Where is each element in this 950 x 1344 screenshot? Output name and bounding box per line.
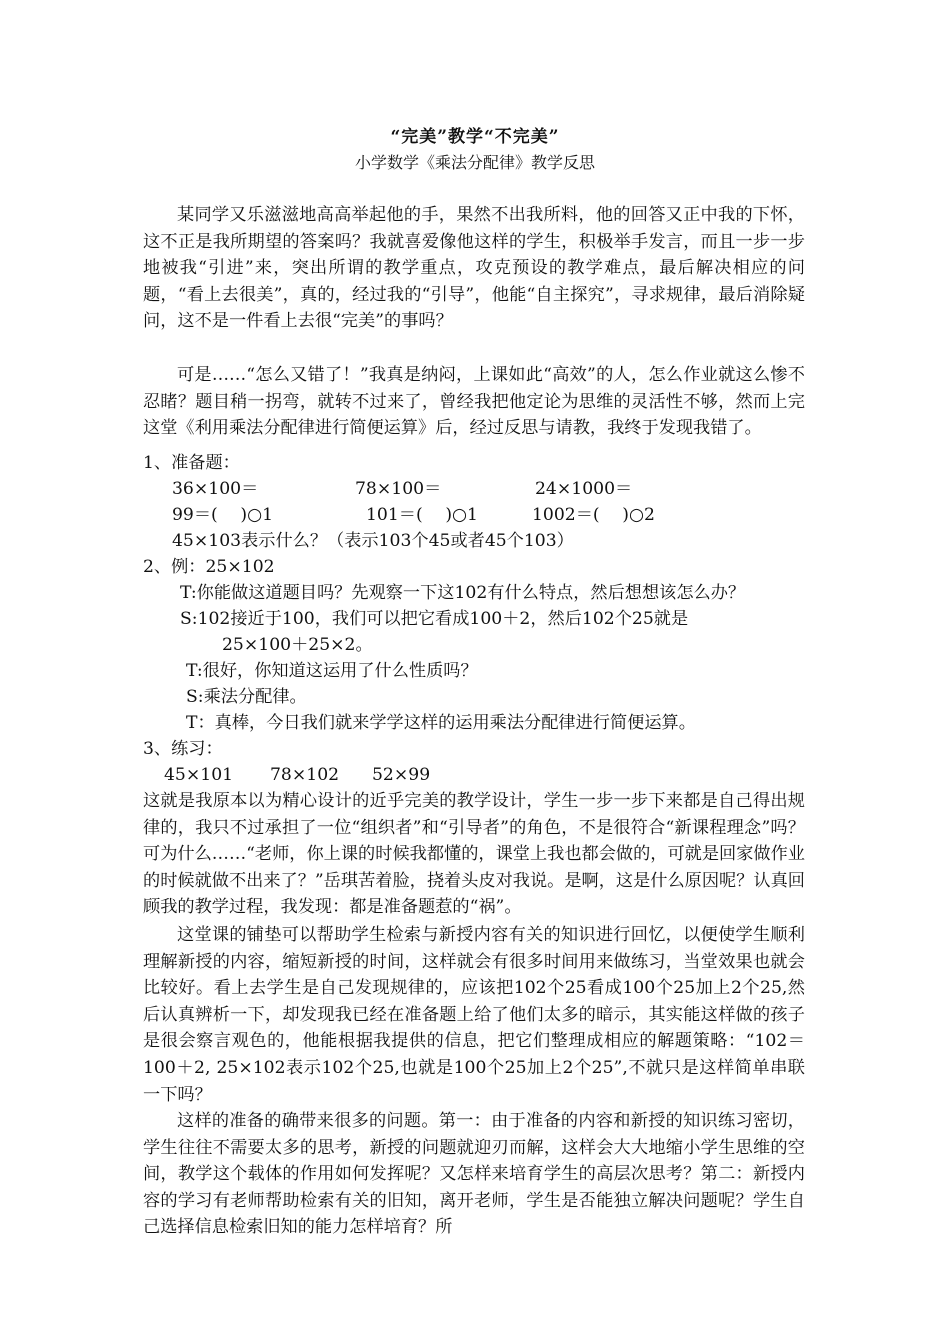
- document-subtitle: 小学数学《乘法分配律》教学反思: [354, 153, 595, 172]
- dialogue-teacher-3: T：真棒，今日我们就来学学这样的运用乘法分配律进行简便运算。: [186, 713, 696, 733]
- paragraph-2: 可是……“怎么又错了！”我真是纳闷，上课如此“高效”的人，怎么作业就这么惨不忍睹？题目稍一拐弯，就转不过来了，曾经我把他定论为思维的灵活性不够，然而上完这堂《利用乘法分配律进行简便运算》后，经过反思与请教，我终于发现我错了。: [143, 365, 805, 439]
- dialogue-teacher-1: T:你能做这道题目吗？先观察一下这102有什么特点，然后想想该怎么办？: [180, 583, 746, 603]
- section-heading-example: 2、例：25×102: [143, 557, 275, 577]
- prep-question-1a: 36×100＝: [172, 479, 259, 499]
- paragraph-5: 这样的准备的确带来很多的问题。第一：由于准备的内容和新授的知识练习密切，学生往往不需要太多的思考，新授的问题就迎刃而解，这样会大大地缩小学生思维的空间，教学这个载体的作用如何发挥呢？又怎样来培育学生的高层次思考？第二：新授内容的学习有老师帮助检索有关的旧知，离开老师，学生是否能独立解决问题呢？学生自己选择信息检索旧知的能力怎样培育？所: [143, 1111, 805, 1238]
- dialogue-student-1: S:102接近于100，我们可以把它看成100＋2，然后102个25就是: [180, 609, 689, 629]
- prep-question-3: 45×103表示什么？（表示103个45或者45个103）: [172, 531, 574, 551]
- prep-question-2c: 1002＝( )○2: [532, 505, 655, 525]
- practice-item-2: 78×102: [270, 765, 340, 785]
- prep-question-1b: 78×100＝: [355, 479, 442, 499]
- document-title: “完美”教学“不完美”: [390, 127, 560, 147]
- dialogue-student-2: S:乘法分配律。: [186, 687, 307, 707]
- prep-question-2b: 101＝( )○1: [366, 505, 478, 525]
- section-heading-prep: 1、准备题：: [143, 453, 240, 473]
- section-heading-practice: 3、练习：: [143, 739, 223, 759]
- prep-question-2a: 99＝( )○1: [172, 505, 274, 525]
- practice-item-3: 52×99: [372, 765, 431, 785]
- prep-question-1c: 24×1000＝: [535, 479, 633, 499]
- paragraph-4: 这堂课的铺垫可以帮助学生检索与新授内容有关的知识进行回忆，以便使学生顺利理解新授的内容，缩短新授的时间，这样就会有很多时间用来做练习，当堂效果也就会比较好。看上去学生是自己发现规律的，应该把102个25看成100个25加上2个25,然后认真辨析一下，却发现我已经在准备题上给了他们太多的暗示，其实能这样做的孩子是很会察言观色的，他能根据我提供的信息，把它们整理成相应的解题策略：“102＝100＋2, 25×102表示102个25,也就是100个25加上2个25”,不就只是这样简单串联一下吗？: [143, 925, 805, 1105]
- dialogue-student-1-continued: 25×100＋25×2。: [222, 635, 373, 655]
- paragraph-3: 这就是我原本以为精心设计的近乎完美的教学设计，学生一步一步下来都是自己得出规律的，我只不过承担了一位“组织者”和“引导者”的角色，不是很符合“新课程理念”吗？可为什么……“老师，你上课的时候我都懂的，课堂上我也都会做的，可就是回家做作业的时候就做不出来了？”岳琪苦着脸，挠着头皮对我说。是啊，这是什么原因呢？认真回顾我的教学过程，我发现：都是准备题惹的“祸”。: [143, 791, 805, 918]
- paragraph-1: 某同学又乐滋滋地高高举起他的手，果然不出我所料，他的回答又正中我的下怀，这不正是我所期望的答案吗？我就喜爱像他这样的学生，积极举手发言，而且一步一步地被我“引进”来，突出所谓的教学重点，攻克预设的教学难点，最后解决相应的问题，“看上去很美”，真的，经过我的“引导”，他能“自主探究”，寻求规律，最后消除疑问，这不是一件看上去很“完美”的事吗？: [143, 205, 805, 332]
- practice-item-1: 45×101: [164, 765, 234, 785]
- dialogue-teacher-2: T:很好，你知道这运用了什么性质吗？: [186, 661, 478, 681]
